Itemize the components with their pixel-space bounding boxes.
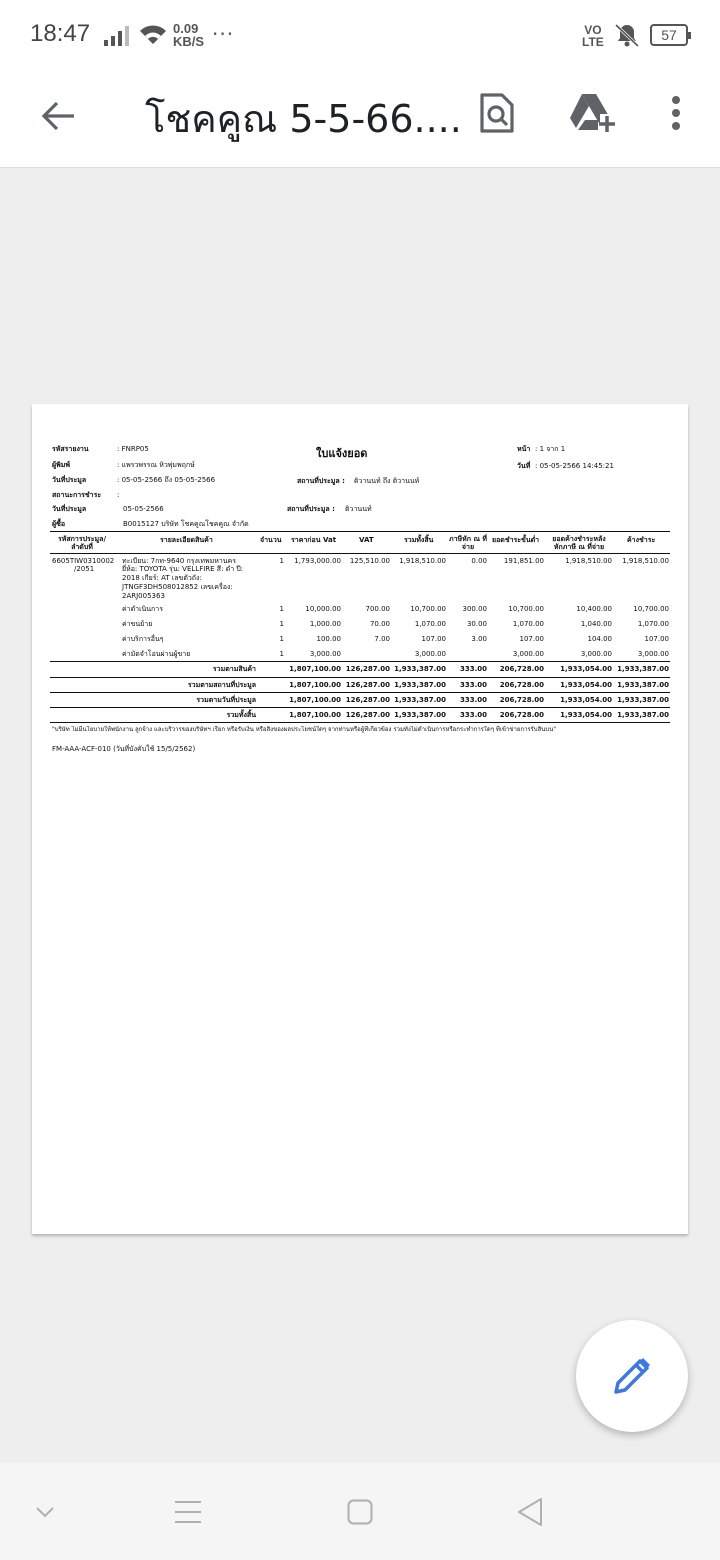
column-header-pre-vat: ราคาก่อน Vat xyxy=(291,536,337,544)
cell-qty: 1 xyxy=(279,557,284,565)
venue2-label: สถานที่ประมูล : xyxy=(287,505,335,513)
auction-date2: 05-05-2566 xyxy=(123,505,164,513)
item-desc-line: ยี่ห้อ: TOYOTA รุ่น: VELLFIRE สี: ดำ ปี: xyxy=(122,565,244,573)
cell-pre-vat: 3,000.00 xyxy=(309,650,341,658)
total-total: 1,933,387.00 xyxy=(394,711,446,719)
total-min-pay: 206,728.00 xyxy=(499,711,544,719)
buyer-label: ผู้ซื้อ xyxy=(52,520,66,528)
total-after-wht: 1,933,054.00 xyxy=(560,696,612,704)
venue: ติวานนท์ ถึง ติวานนท์ xyxy=(354,477,420,485)
nav-recents-button[interactable] xyxy=(163,1487,213,1537)
total-after-wht: 1,933,054.00 xyxy=(560,711,612,719)
total-min-pay: 206,728.00 xyxy=(499,681,544,689)
total-wht: 333.00 xyxy=(459,696,487,704)
venue-label: สถานที่ประมูล : xyxy=(297,477,345,485)
cell-after-wht: 1,918,510.00 xyxy=(565,557,612,565)
column-header-wht: ภาษีหัก ณ ที่จ่าย xyxy=(449,535,487,551)
table-header-rule xyxy=(50,553,670,554)
item-code-line2: /2051 xyxy=(74,565,95,573)
speed-value: 0.09 xyxy=(173,21,199,36)
total-label: รวมตามสถานที่ประมูล xyxy=(187,681,256,689)
item-desc-line: JTNGF3DH508012852 เลขเครื่อง: xyxy=(122,583,233,591)
cell-total: 10,700.00 xyxy=(410,605,446,613)
column-header-description: รายละเอียดสินค้า xyxy=(160,536,213,544)
column-header-vat: VAT xyxy=(359,536,374,544)
table-top-rule xyxy=(50,531,670,532)
cell-wht: 3.00 xyxy=(471,635,487,643)
system-nav-bar xyxy=(0,1463,720,1560)
more-options-button[interactable] xyxy=(656,86,696,140)
total-min-pay: 206,728.00 xyxy=(499,665,544,673)
cell-total: 3,000.00 xyxy=(414,650,446,658)
back-button[interactable] xyxy=(30,88,86,144)
cell-qty: 1 xyxy=(279,650,284,658)
total-label: รวมทั้งสิ้น xyxy=(226,711,256,719)
cell-wht: 300.00 xyxy=(462,605,487,613)
auction-date2-label: วันที่ประมูล xyxy=(52,505,87,513)
item-desc-line: 2018 เกียร์: AT เลขตัวถัง: xyxy=(122,574,202,582)
total-min-pay: 206,728.00 xyxy=(499,696,544,704)
report-code: : FNRP05 xyxy=(117,445,149,453)
speed-unit: KB/S xyxy=(173,34,205,49)
edit-button[interactable] xyxy=(576,1320,688,1432)
cell-due: 3,000.00 xyxy=(637,650,669,658)
cell-vat: 125,510.00 xyxy=(349,557,390,565)
cell-vat: 70.00 xyxy=(369,620,390,628)
total-after-wht: 1,933,054.00 xyxy=(560,665,612,673)
totals-rule xyxy=(50,677,670,678)
cell-vat: 700.00 xyxy=(365,605,390,613)
totals-bottom-rule xyxy=(50,722,670,723)
chevron-down-icon xyxy=(35,1506,55,1518)
cell-due: 1,070.00 xyxy=(637,620,669,628)
column-header-min-pay: ยอดชำระขั้นต่ำ xyxy=(492,536,540,544)
total-vat: 126,287.00 xyxy=(345,696,390,704)
column-header-due: ค้างชำระ xyxy=(627,536,656,544)
total-total: 1,933,387.00 xyxy=(394,696,446,704)
cell-min-pay: 1,070.00 xyxy=(512,620,544,628)
more-vertical-icon xyxy=(671,95,681,131)
lens-search-icon xyxy=(479,92,515,134)
total-wht: 333.00 xyxy=(459,681,487,689)
cell-total: 1,918,510.00 xyxy=(399,557,446,565)
page-label: หน้า xyxy=(517,445,531,453)
total-vat: 126,287.00 xyxy=(345,711,390,719)
total-due: 1,933,387.00 xyxy=(617,711,669,719)
cell-after-wht: 10,400.00 xyxy=(576,605,612,613)
column-header-qty: จำนวน xyxy=(260,536,282,544)
cell-pre-vat: 1,793,000.00 xyxy=(294,557,341,565)
total-pre-vat: 1,807,100.00 xyxy=(289,711,341,719)
total-vat: 126,287.00 xyxy=(345,665,390,673)
item-code-line1: 6605TIW0310002 xyxy=(52,557,115,565)
cell-wht: 30.00 xyxy=(466,620,487,628)
cell-after-wht: 3,000.00 xyxy=(580,650,612,658)
cell-pre-vat: 1,000.00 xyxy=(309,620,341,628)
app-bar xyxy=(0,72,720,168)
cell-due: 1,918,510.00 xyxy=(622,557,669,565)
cell-desc: ค่ามัดจำโอนผ่านผู้ขาย xyxy=(122,650,191,658)
volte-bottom: LTE xyxy=(582,35,604,49)
cell-qty: 1 xyxy=(279,605,284,613)
printer: : แพรวพรรณ หิวพุ่มพฤกษ์ xyxy=(117,461,195,469)
cell-after-wht: 104.00 xyxy=(587,635,612,643)
column-header-total: รวมทั้งสิ้น xyxy=(404,536,434,544)
cell-pre-vat: 10,000.00 xyxy=(305,605,341,613)
back-arrow-icon xyxy=(40,100,76,132)
total-label: รวมตามวันที่ประมูล xyxy=(196,696,256,704)
total-due: 1,933,387.00 xyxy=(617,681,669,689)
printer-label: ผู้พิมพ์ xyxy=(52,461,70,469)
cell-desc: ค่าขนย้าย xyxy=(122,620,153,628)
cell-min-pay: 191,851.00 xyxy=(503,557,544,565)
volte-top: VO xyxy=(584,23,602,37)
edit-pencil-icon xyxy=(612,1356,652,1396)
totals-rule xyxy=(50,661,670,662)
footnote: "บริษัท ไม่มีนโยบายให้พนักงาน ลูกจ้าง และบริวารของบริษัทฯ เรียก หรือรับเงิน หรือสิ่งของผลประโยชน์ใดๆ จากท่านหรือผู้ที่เกี่ยวข้อง รวมทั้งไม่ดำเนินการหรือกระทำการใดๆ ที่เข้าข่ายการรับสินบน" xyxy=(52,726,557,733)
column-header-code: รหัสการประมูล/ลำดับที่ xyxy=(58,535,106,551)
home-square-icon xyxy=(347,1499,373,1525)
auction-date: : 05-05-2566 ถึง 05-05-2566 xyxy=(117,476,216,484)
more-notifications: ··· xyxy=(212,22,235,46)
date-value: : 05-05-2566 14:45:21 xyxy=(535,462,614,470)
total-pre-vat: 1,807,100.00 xyxy=(289,681,341,689)
cell-min-pay: 3,000.00 xyxy=(512,650,544,658)
cell-desc: ค่าบริการอื่นๆ xyxy=(122,635,164,643)
total-pre-vat: 1,807,100.00 xyxy=(289,665,341,673)
cell-total: 1,070.00 xyxy=(414,620,446,628)
totals-rule xyxy=(50,707,670,708)
total-vat: 126,287.00 xyxy=(345,681,390,689)
buyer: B0015127 บริษัท โชคคูณโชคคูณ จำกัด xyxy=(123,520,249,528)
column-header-after-wht: ยอดค้างชำระหลังหักภาษี ณ ที่จ่าย xyxy=(552,535,606,551)
drive-add-icon xyxy=(568,92,616,134)
status-bar xyxy=(0,0,720,72)
document-title: โชคคูณ 5-5-66.... xyxy=(145,97,462,141)
nav-back-button[interactable] xyxy=(505,1487,555,1537)
lens-search-button[interactable] xyxy=(470,86,524,140)
cell-due: 10,700.00 xyxy=(633,605,669,613)
cell-min-pay: 10,700.00 xyxy=(508,605,544,613)
total-total: 1,933,387.00 xyxy=(394,681,446,689)
cell-total: 107.00 xyxy=(421,635,446,643)
total-label: รวมตามสินค้า xyxy=(212,665,256,673)
network-speed xyxy=(173,22,204,48)
item-desc-line: ทะเบียน: 7กท-9640 กรุงเทพมหานคร xyxy=(122,557,236,565)
page-value: : 1 จาก 1 xyxy=(535,445,566,453)
total-wht: 333.00 xyxy=(459,711,487,719)
volte-indicator xyxy=(582,24,604,48)
add-to-drive-button[interactable] xyxy=(564,86,620,140)
nav-collapse-button[interactable] xyxy=(20,1487,70,1537)
cell-pre-vat: 100.00 xyxy=(316,635,341,643)
report-code-label: รหัสรายงาน xyxy=(52,445,89,453)
total-wht: 333.00 xyxy=(459,665,487,673)
cell-qty: 1 xyxy=(279,635,284,643)
document-page xyxy=(32,404,688,1234)
auction-date-label: วันที่ประมูล xyxy=(52,476,87,484)
payment-status-label: สถานะการชำระ xyxy=(52,491,102,499)
total-after-wht: 1,933,054.00 xyxy=(560,681,612,689)
cell-due: 107.00 xyxy=(644,635,669,643)
battery-indicator: 57 xyxy=(650,24,688,46)
cell-after-wht: 1,040.00 xyxy=(580,620,612,628)
cell-qty: 1 xyxy=(279,620,284,628)
mute-bell-icon xyxy=(612,22,642,52)
total-pre-vat: 1,807,100.00 xyxy=(289,696,341,704)
total-due: 1,933,387.00 xyxy=(617,696,669,704)
menu-lines-icon xyxy=(174,1500,202,1524)
cell-vat: 7.00 xyxy=(374,635,390,643)
cell-min-pay: 107.00 xyxy=(519,635,544,643)
wifi-icon xyxy=(138,22,168,50)
cell-desc: ค่าดำเนินการ xyxy=(122,605,163,613)
cell-wht: 0.00 xyxy=(471,557,487,565)
nav-home-button[interactable] xyxy=(335,1487,385,1537)
total-due: 1,933,387.00 xyxy=(617,665,669,673)
statement-title: ใบแจ้งยอด xyxy=(316,447,368,460)
item-desc-line: 2ARJ005363 xyxy=(122,592,165,600)
signal-icon xyxy=(104,26,130,50)
total-total: 1,933,387.00 xyxy=(394,665,446,673)
date-label: วันที่ xyxy=(517,462,531,470)
status-time: 18:47 xyxy=(30,20,91,47)
form-code: FM-AAA-ACF-010 (วันที่บังคับใช้ 15/5/2562) xyxy=(52,745,196,753)
totals-rule xyxy=(50,692,670,693)
venue2: ติวานนท์ xyxy=(345,505,372,513)
back-triangle-icon xyxy=(517,1497,543,1527)
payment-status: : xyxy=(117,491,120,499)
